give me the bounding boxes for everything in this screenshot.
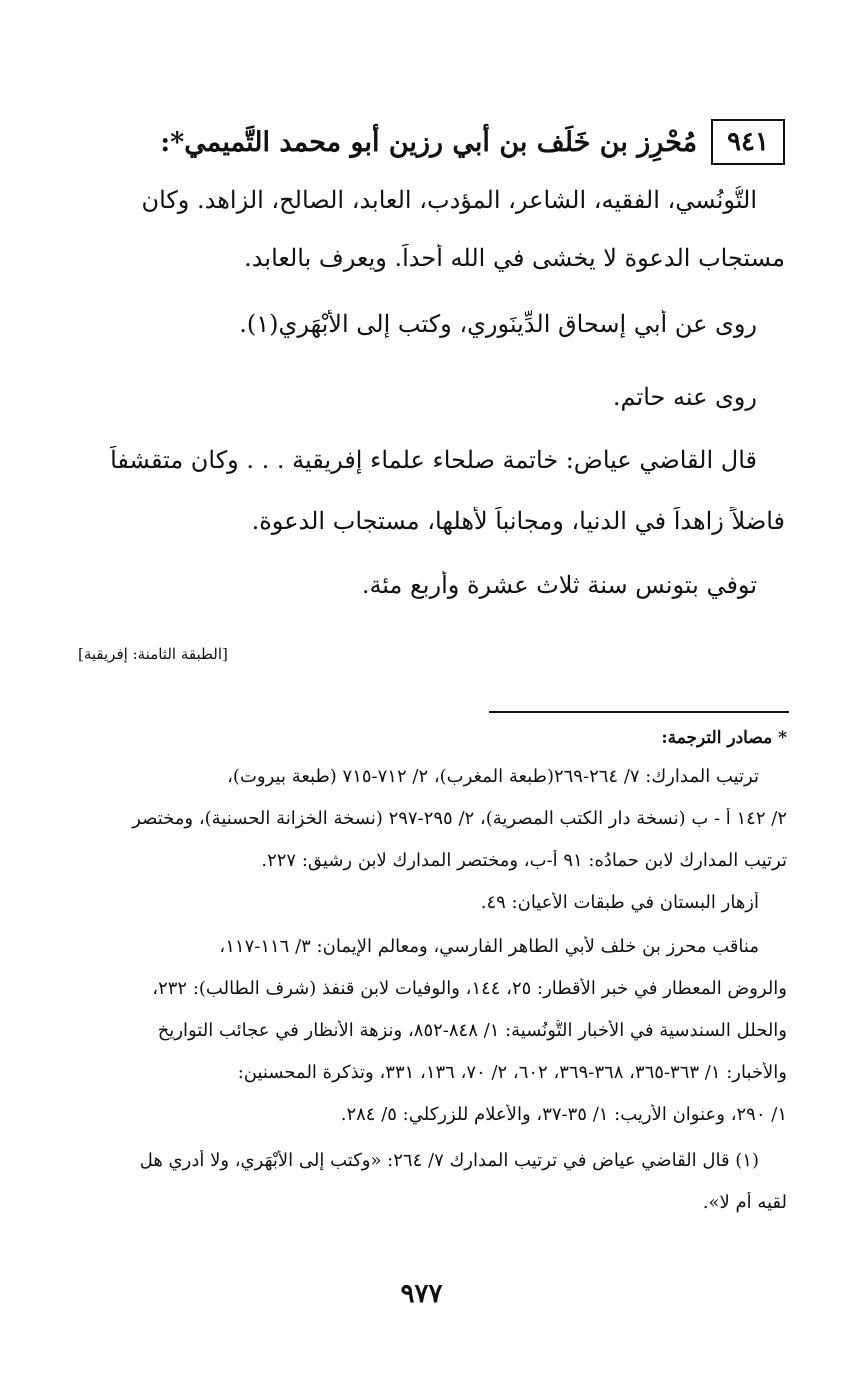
source-line: والروض المعطار في خبر الأقطار: ٢٥، ١٤٤، والوفيات لابن قنفذ (شرف الطالب): ٢٣٢،	[152, 978, 787, 999]
footnote-line: لقيه أم لا».	[702, 1192, 787, 1213]
body-line: روى عن أبي إسحاق الدِّينَوري، وكتب إلى الأَبْهَري(١).	[239, 310, 757, 338]
source-line: ٢/ ١٤٢ أ - ب (نسخة دار الكتب المصرية)، ٢/ ٢٩٥-٢٩٧ (نسخة الخزانة الحسنية)، ومختصر	[132, 808, 787, 829]
body-paragraph-2	[52, 310, 785, 338]
body-line: مستجاب الدعوة لا يخشى في الله أحداً. ويعرف بالعابد.	[244, 244, 785, 272]
sources-heading: * مصادر الترجمة:	[661, 728, 787, 748]
body-line: قال القاضي عياض: خاتمة صلحاء علماء إفريقية . . . وكان متقشفاً	[110, 446, 757, 474]
source-line: والحلل السندسية في الأخبار التُّونُسية: ١/ ٨٤٨-٨٥٢، ونزهة الأنظار في عجائب التواريخ	[157, 1020, 787, 1041]
body-paragraph-5	[52, 571, 785, 599]
source-line: ترتيب المدارك: ٧/ ٢٦٤-٢٦٩(طبعة المغرب)، ٢/ ٧١٢-٧١٥ (طبعة بيروت)،	[227, 766, 759, 787]
source-line: مناقب محرز بن خلف لأبي الطاهر الفارسي، ومعالم الإيمان: ٣/ ١١٦-١١٧،	[219, 936, 759, 957]
body-paragraph-4b	[52, 507, 785, 535]
body-paragraph-1b	[52, 244, 785, 272]
body-line: توفي بتونس سنة ثلاث عشرة وأربع مئة.	[361, 571, 757, 599]
body-paragraph-4	[52, 446, 785, 474]
page-number: ٩٧٧	[400, 1279, 443, 1309]
body-line: فاضلاً زاهداً في الدنيا، ومجانباً لأهلها، مستجاب الدعوة.	[251, 507, 785, 535]
body-paragraph-3	[52, 383, 785, 411]
tabaqa-label: [الطبقة الثامنة: إفريقية]	[78, 645, 228, 663]
entry-number-box: ٩٤١	[711, 119, 785, 165]
entry-title: مُحْرِز بن خَلَف بن أبي رزين أبو محمد التَّميمي*:	[160, 126, 698, 158]
entry-heading	[58, 112, 785, 172]
source-line: والأخبار: ١/ ٣٦٣-٣٦٥، ٣٦٨-٣٦٩، ٦٠٢، ٢/ ٧٠، ١٣٦، ٣٣١، وتذكرة المحسنين:	[237, 1062, 787, 1083]
sources-list	[54, 766, 787, 1226]
footnote-divider	[489, 711, 789, 713]
footnote-line: (١) قال القاضي عياض في ترتيب المدارك ٧/ ٢٦٤: «وكتب إلى الأَبْهَري، ولا أدري هل	[139, 1150, 759, 1171]
source-line: أزهار البستان في طبقات الأعيان: ٤٩.	[480, 892, 759, 913]
source-line: ١/ ٢٩٠، وعنوان الأريب: ١/ ٣٥-٣٧، والأعلام للزركلي: ٥/ ٢٨٤.	[340, 1104, 787, 1125]
body-paragraph-1	[52, 186, 785, 214]
body-line: التُّونُسي، الفقيه، الشاعر، المؤدب، العابد، الصالح، الزاهد. وكان	[141, 186, 757, 214]
body-line: روى عنه حاتم.	[612, 383, 757, 411]
source-line: ترتيب المدارك لابن حمادُه: ٩١ أ-ب، ومختصر المدارك لابن رشيق: ٢٢٧.	[261, 850, 787, 871]
